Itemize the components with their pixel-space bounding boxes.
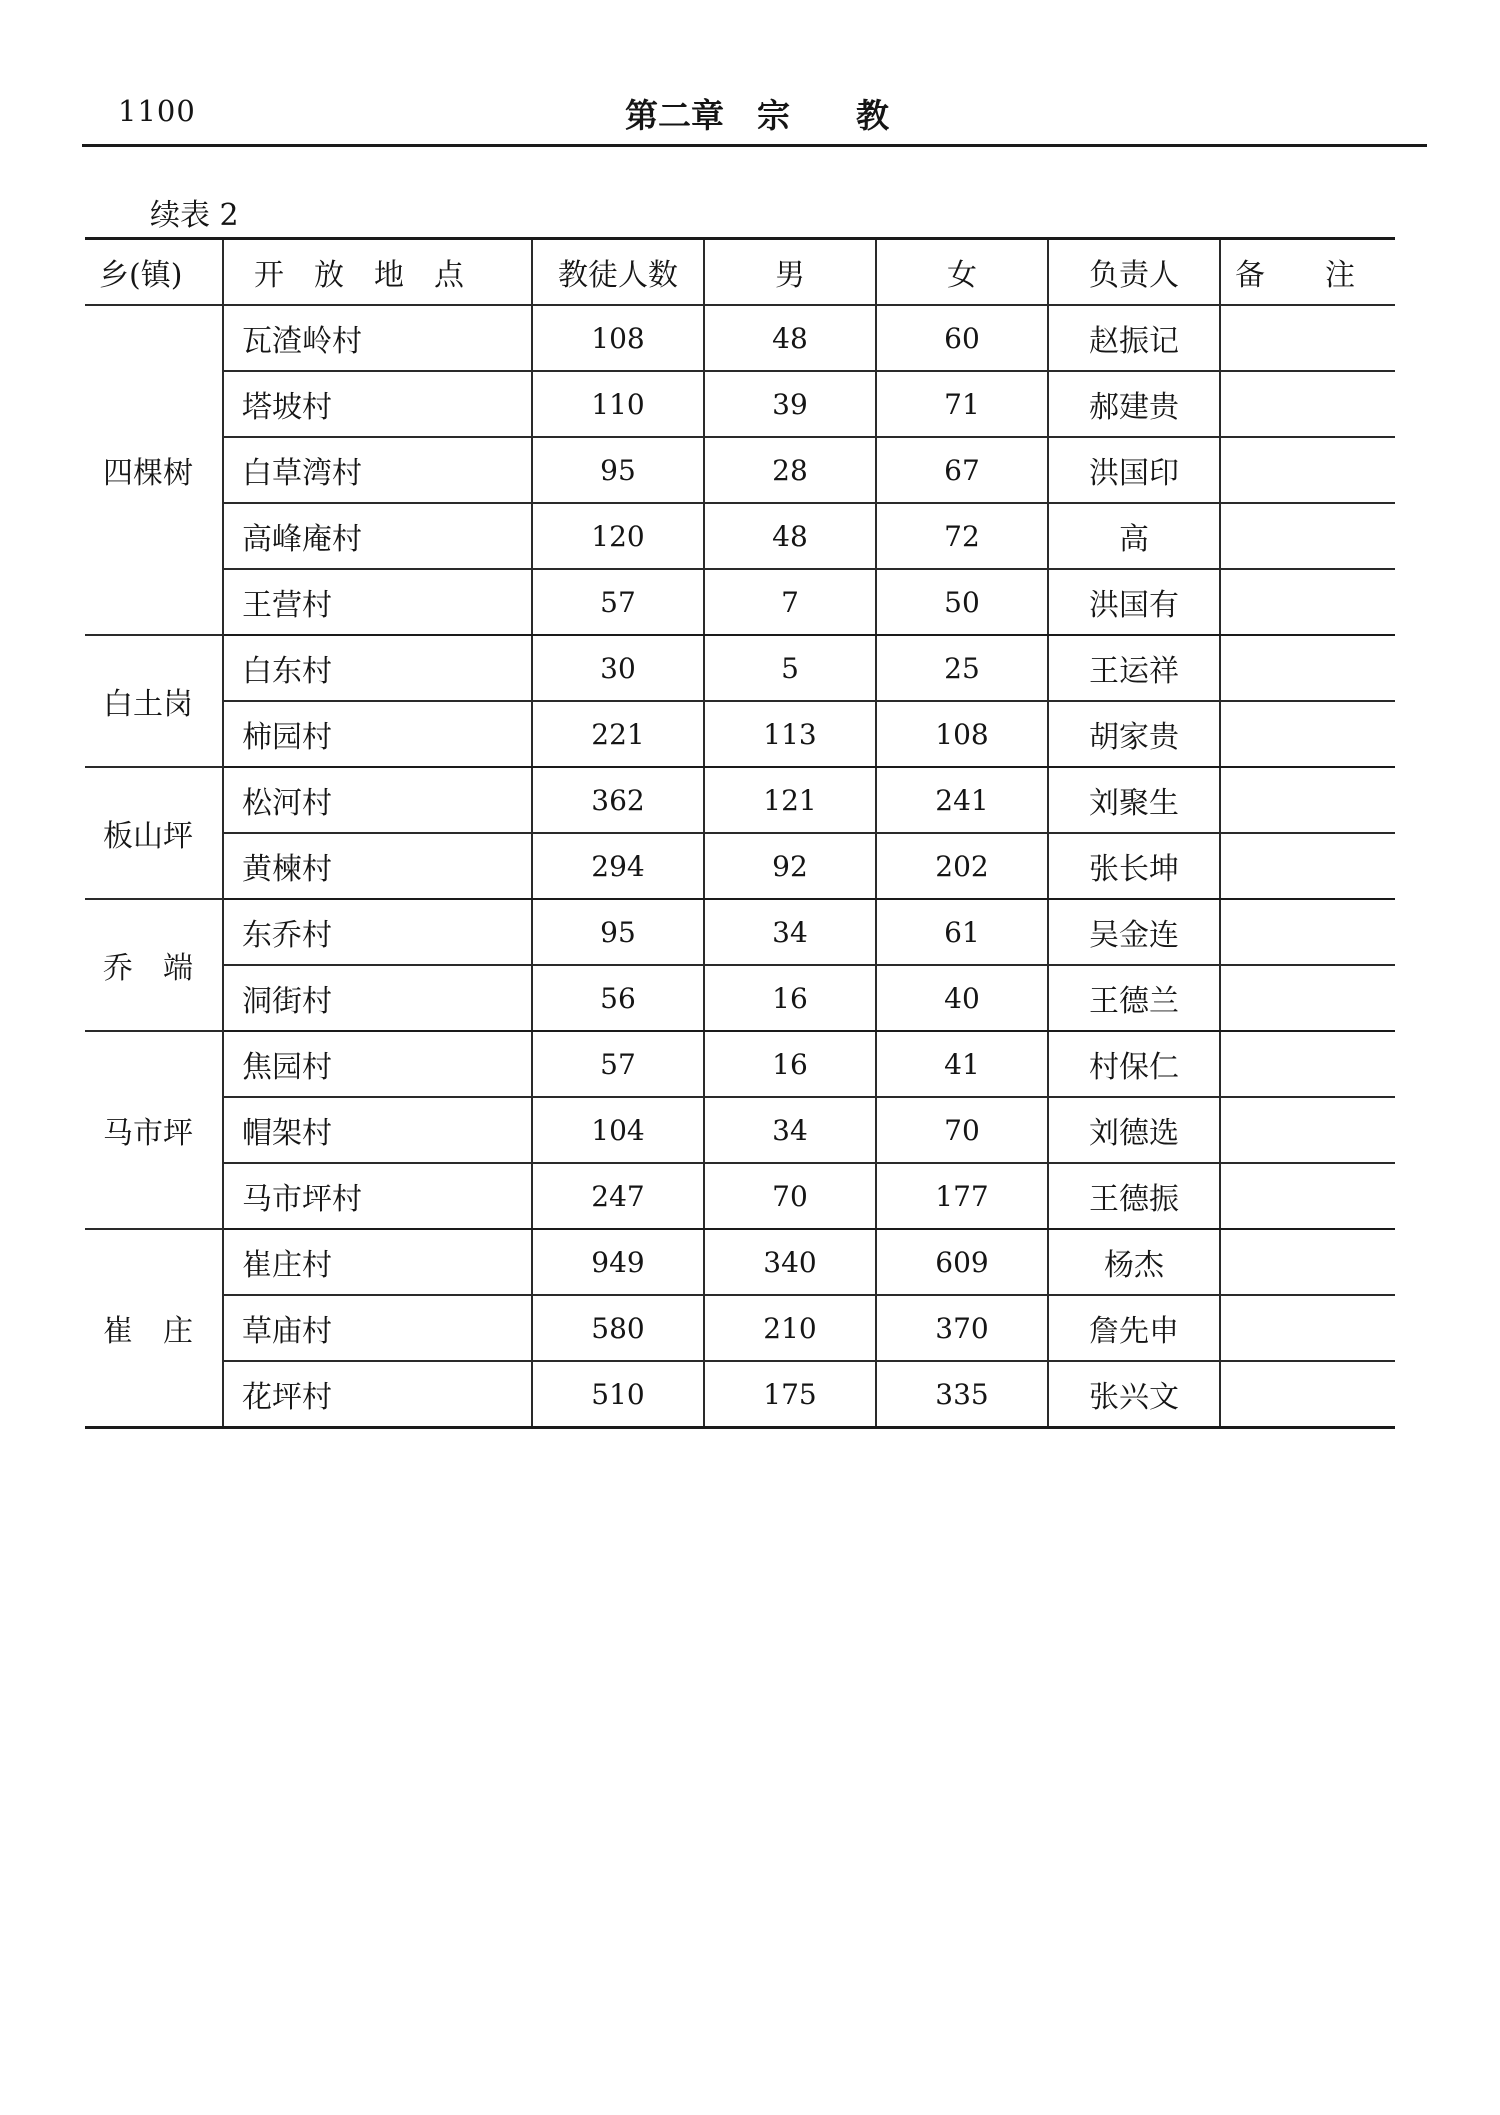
site-cell: 柿园村 bbox=[223, 701, 532, 767]
note-cell bbox=[1220, 1361, 1395, 1428]
male-cell: 16 bbox=[704, 1031, 876, 1097]
site-cell: 白草湾村 bbox=[223, 437, 532, 503]
leader-cell: 张兴文 bbox=[1048, 1361, 1220, 1428]
site-cell: 高峰庵村 bbox=[223, 503, 532, 569]
site-cell: 焦园村 bbox=[223, 1031, 532, 1097]
female-cell: 177 bbox=[876, 1163, 1048, 1229]
leader-cell: 王德振 bbox=[1048, 1163, 1220, 1229]
table-row bbox=[85, 1163, 1395, 1229]
table-row bbox=[85, 1295, 1395, 1361]
total-cell: 95 bbox=[532, 437, 704, 503]
total-cell: 221 bbox=[532, 701, 704, 767]
note-cell bbox=[1220, 1031, 1395, 1097]
female-cell: 108 bbox=[876, 701, 1048, 767]
table-row bbox=[85, 371, 1395, 437]
total-cell: 95 bbox=[532, 899, 704, 965]
leader-cell: 高 bbox=[1048, 503, 1220, 569]
female-cell: 67 bbox=[876, 437, 1048, 503]
male-cell: 48 bbox=[704, 503, 876, 569]
female-cell: 335 bbox=[876, 1361, 1048, 1428]
page-number: 1100 bbox=[118, 94, 196, 128]
site-cell: 崔庄村 bbox=[223, 1229, 532, 1295]
table-row bbox=[85, 965, 1395, 1031]
site-cell: 洞街村 bbox=[223, 965, 532, 1031]
total-cell: 120 bbox=[532, 503, 704, 569]
table-caption: 续表 2 bbox=[150, 198, 239, 233]
male-cell: 16 bbox=[704, 965, 876, 1031]
note-cell bbox=[1220, 635, 1395, 701]
table-head bbox=[85, 239, 1395, 306]
leader-cell: 刘聚生 bbox=[1048, 767, 1220, 833]
male-cell: 5 bbox=[704, 635, 876, 701]
site-cell: 松河村 bbox=[223, 767, 532, 833]
table-row bbox=[85, 899, 1395, 965]
note-cell bbox=[1220, 1097, 1395, 1163]
column-header-leader: 负责人 bbox=[1048, 239, 1220, 306]
female-cell: 70 bbox=[876, 1097, 1048, 1163]
female-cell: 609 bbox=[876, 1229, 1048, 1295]
male-cell: 28 bbox=[704, 437, 876, 503]
note-cell bbox=[1220, 569, 1395, 635]
site-cell: 王营村 bbox=[223, 569, 532, 635]
leader-cell: 洪国印 bbox=[1048, 437, 1220, 503]
total-cell: 247 bbox=[532, 1163, 704, 1229]
leader-cell: 张长坤 bbox=[1048, 833, 1220, 899]
female-cell: 41 bbox=[876, 1031, 1048, 1097]
table-row bbox=[85, 833, 1395, 899]
site-cell: 草庙村 bbox=[223, 1295, 532, 1361]
female-cell: 61 bbox=[876, 899, 1048, 965]
table-row bbox=[85, 1031, 1395, 1097]
male-cell: 210 bbox=[704, 1295, 876, 1361]
total-cell: 580 bbox=[532, 1295, 704, 1361]
site-cell: 黄楝村 bbox=[223, 833, 532, 899]
leader-cell: 村保仁 bbox=[1048, 1031, 1220, 1097]
male-cell: 121 bbox=[704, 767, 876, 833]
column-header-female: 女 bbox=[876, 239, 1048, 306]
male-cell: 34 bbox=[704, 899, 876, 965]
leader-cell: 刘德选 bbox=[1048, 1097, 1220, 1163]
female-cell: 50 bbox=[876, 569, 1048, 635]
site-cell: 瓦渣岭村 bbox=[223, 305, 532, 371]
town-cell: 马市坪 bbox=[85, 1031, 223, 1229]
town-cell: 白土岗 bbox=[85, 635, 223, 767]
leader-cell: 吴金连 bbox=[1048, 899, 1220, 965]
column-header-site: 开 放 地 点 bbox=[223, 239, 532, 306]
leader-cell: 詹先申 bbox=[1048, 1295, 1220, 1361]
town-cell: 四棵树 bbox=[85, 305, 223, 635]
note-cell bbox=[1220, 305, 1395, 371]
female-cell: 40 bbox=[876, 965, 1048, 1031]
leader-cell: 杨杰 bbox=[1048, 1229, 1220, 1295]
site-cell: 马市坪村 bbox=[223, 1163, 532, 1229]
table-row bbox=[85, 437, 1395, 503]
leader-cell: 王德兰 bbox=[1048, 965, 1220, 1031]
total-cell: 57 bbox=[532, 1031, 704, 1097]
male-cell: 340 bbox=[704, 1229, 876, 1295]
female-cell: 72 bbox=[876, 503, 1048, 569]
male-cell: 7 bbox=[704, 569, 876, 635]
column-header-male: 男 bbox=[704, 239, 876, 306]
site-cell: 白东村 bbox=[223, 635, 532, 701]
total-cell: 108 bbox=[532, 305, 704, 371]
running-head: 第二章 宗 教 bbox=[625, 96, 889, 135]
male-cell: 39 bbox=[704, 371, 876, 437]
site-cell: 东乔村 bbox=[223, 899, 532, 965]
table-row bbox=[85, 701, 1395, 767]
table-row bbox=[85, 569, 1395, 635]
site-cell: 帽架村 bbox=[223, 1097, 532, 1163]
leader-cell: 赵振记 bbox=[1048, 305, 1220, 371]
header-rule bbox=[82, 144, 1427, 147]
column-header-note: 备 注 bbox=[1220, 239, 1395, 306]
total-cell: 30 bbox=[532, 635, 704, 701]
male-cell: 48 bbox=[704, 305, 876, 371]
female-cell: 241 bbox=[876, 767, 1048, 833]
note-cell bbox=[1220, 1229, 1395, 1295]
total-cell: 56 bbox=[532, 965, 704, 1031]
table-row bbox=[85, 1229, 1395, 1295]
female-cell: 202 bbox=[876, 833, 1048, 899]
town-cell: 板山坪 bbox=[85, 767, 223, 899]
column-header-total: 教徒人数 bbox=[532, 239, 704, 306]
male-cell: 175 bbox=[704, 1361, 876, 1428]
male-cell: 70 bbox=[704, 1163, 876, 1229]
male-cell: 113 bbox=[704, 701, 876, 767]
female-cell: 71 bbox=[876, 371, 1048, 437]
total-cell: 510 bbox=[532, 1361, 704, 1428]
note-cell bbox=[1220, 1163, 1395, 1229]
note-cell bbox=[1220, 503, 1395, 569]
total-cell: 949 bbox=[532, 1229, 704, 1295]
note-cell bbox=[1220, 437, 1395, 503]
note-cell bbox=[1220, 833, 1395, 899]
total-cell: 57 bbox=[532, 569, 704, 635]
table-body bbox=[85, 305, 1395, 1428]
note-cell bbox=[1220, 899, 1395, 965]
table-row bbox=[85, 1097, 1395, 1163]
male-cell: 92 bbox=[704, 833, 876, 899]
leader-cell: 胡家贵 bbox=[1048, 701, 1220, 767]
total-cell: 362 bbox=[532, 767, 704, 833]
table-row bbox=[85, 767, 1395, 833]
note-cell bbox=[1220, 965, 1395, 1031]
female-cell: 25 bbox=[876, 635, 1048, 701]
note-cell bbox=[1220, 701, 1395, 767]
leader-cell: 洪国有 bbox=[1048, 569, 1220, 635]
female-cell: 60 bbox=[876, 305, 1048, 371]
table-row bbox=[85, 1361, 1395, 1428]
male-cell: 34 bbox=[704, 1097, 876, 1163]
table-row bbox=[85, 503, 1395, 569]
female-cell: 370 bbox=[876, 1295, 1048, 1361]
note-cell bbox=[1220, 767, 1395, 833]
site-cell: 塔坡村 bbox=[223, 371, 532, 437]
site-cell: 花坪村 bbox=[223, 1361, 532, 1428]
leader-cell: 郝建贵 bbox=[1048, 371, 1220, 437]
note-cell bbox=[1220, 371, 1395, 437]
town-cell: 崔 庄 bbox=[85, 1229, 223, 1428]
leader-cell: 王运祥 bbox=[1048, 635, 1220, 701]
note-cell bbox=[1220, 1295, 1395, 1361]
town-cell: 乔 端 bbox=[85, 899, 223, 1031]
table-row bbox=[85, 305, 1395, 371]
column-header-town: 乡(镇) bbox=[85, 239, 223, 306]
data-table bbox=[85, 237, 1395, 1429]
table-row bbox=[85, 635, 1395, 701]
total-cell: 294 bbox=[532, 833, 704, 899]
total-cell: 110 bbox=[532, 371, 704, 437]
header-row bbox=[85, 239, 1395, 306]
total-cell: 104 bbox=[532, 1097, 704, 1163]
